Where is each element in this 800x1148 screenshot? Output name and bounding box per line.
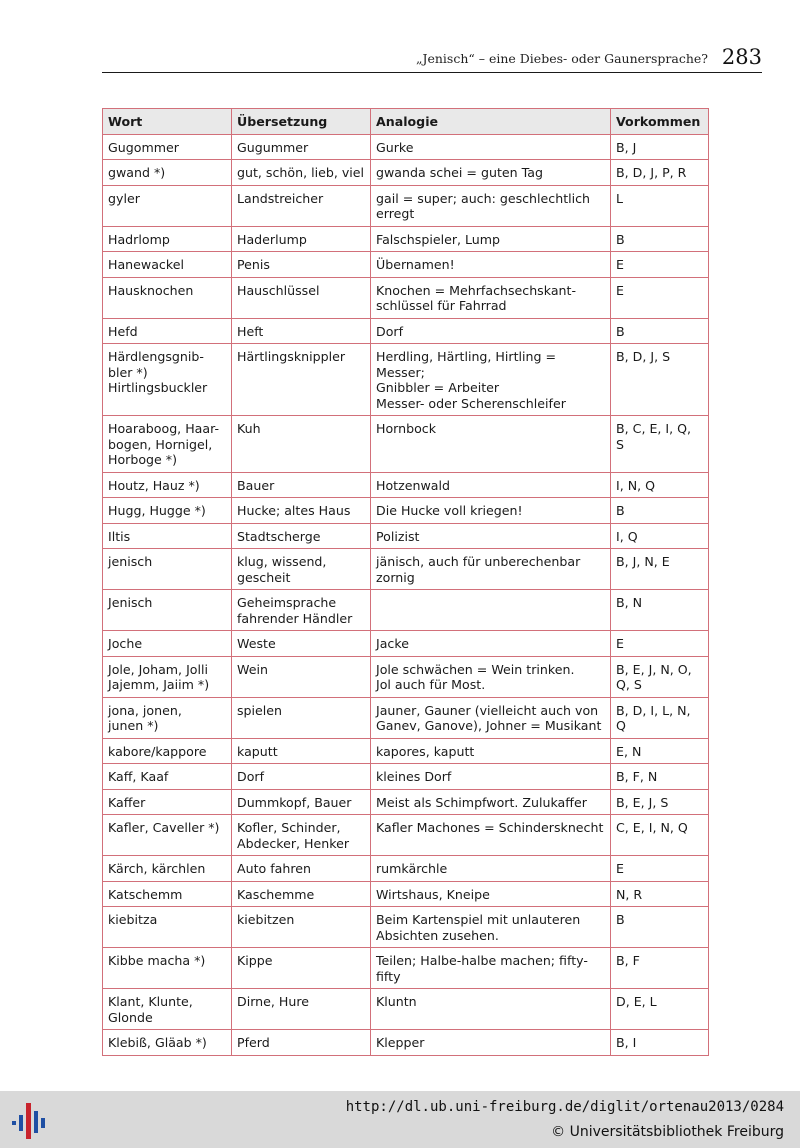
cell-vorkommen <box>611 416 709 473</box>
cell-text: Landstreicher <box>237 190 324 206</box>
cell-wort <box>103 1030 232 1056</box>
table-row <box>103 472 709 498</box>
cell-text: Hauschlüssel <box>237 282 320 298</box>
cell-vorkommen <box>611 252 709 278</box>
cell-text: B, I <box>616 1035 637 1050</box>
cell-text: E <box>616 282 624 298</box>
cell-wort <box>103 697 232 738</box>
cell-text: Übernamen! <box>376 257 455 272</box>
cell-analogie <box>371 252 611 278</box>
cell-text: Haderlump <box>237 231 307 247</box>
cell-text: gyler <box>108 190 140 206</box>
cell-uebersetzung <box>232 252 371 278</box>
cell-text: gut, schön, lieb, viel <box>237 165 365 180</box>
cell-text: Gugommer <box>108 139 179 155</box>
cell-text: L <box>616 190 624 206</box>
cell-wort <box>103 815 232 856</box>
cell-text: Härdlengsgnib- bler *) Hirtlingsbuckler <box>108 349 208 395</box>
cell-analogie <box>371 656 611 697</box>
cell-analogie <box>371 590 611 631</box>
cell-text: Kluntn <box>376 994 417 1009</box>
table-row <box>103 856 709 882</box>
cell-analogie <box>371 907 611 948</box>
cell-vorkommen <box>611 185 709 226</box>
cell-uebersetzung <box>232 989 371 1030</box>
cell-wort <box>103 738 232 764</box>
cell-vorkommen <box>611 789 709 815</box>
cell-wort <box>103 789 232 815</box>
cell-vorkommen <box>611 989 709 1030</box>
cell-text: spielen <box>237 702 283 718</box>
cell-wort <box>103 881 232 907</box>
column-header-wort: Wort <box>103 109 232 135</box>
cell-wort <box>103 277 232 318</box>
cell-vorkommen <box>611 738 709 764</box>
cell-text: Kaff, Kaaf <box>108 769 169 784</box>
table-row <box>103 948 709 989</box>
cell-uebersetzung <box>232 226 371 252</box>
cell-wort <box>103 590 232 631</box>
cell-uebersetzung <box>232 948 371 989</box>
cell-uebersetzung <box>232 185 371 226</box>
cell-text: Katschemm <box>108 886 183 902</box>
cell-vorkommen <box>611 160 709 186</box>
cell-vorkommen <box>611 1030 709 1056</box>
cell-text: Hucke; altes Haus <box>237 503 351 518</box>
cell-analogie <box>371 344 611 416</box>
cell-wort <box>103 318 232 344</box>
cell-text: Heft <box>237 323 264 339</box>
cell-text: gwanda schei = guten Tag <box>376 165 543 180</box>
cell-wort <box>103 472 232 498</box>
cell-vorkommen <box>611 948 709 989</box>
cell-text: Weste <box>237 636 276 651</box>
cell-text: B <box>616 912 625 927</box>
cell-analogie <box>371 523 611 549</box>
cell-text: Penis <box>237 257 270 272</box>
table-row <box>103 134 709 160</box>
cell-text: Hanewackel <box>108 257 184 272</box>
cell-vorkommen <box>611 344 709 416</box>
cell-uebersetzung <box>232 134 371 160</box>
cell-wort <box>103 498 232 524</box>
cell-text: B <box>616 503 625 518</box>
cell-analogie <box>371 226 611 252</box>
cell-text: Kafler, Caveller *) <box>108 820 220 835</box>
cell-vorkommen <box>611 631 709 657</box>
cell-text: D, E, L <box>616 994 657 1009</box>
table-row <box>103 523 709 549</box>
cell-text: E, N <box>616 743 642 759</box>
footer-copyright: © Universitätsbibliothek Freiburg <box>551 1124 784 1140</box>
cell-text: Hoaraboog, Haar- bogen, Hornigel, Horboge *) <box>108 421 220 467</box>
cell-text: Hadrlomp <box>108 231 170 247</box>
cell-text: B <box>616 231 625 247</box>
table-row <box>103 656 709 697</box>
cell-uebersetzung <box>232 1030 371 1056</box>
cell-text: klug, wissend, gescheit <box>237 554 327 585</box>
cell-wort <box>103 989 232 1030</box>
footer-band <box>0 1091 800 1148</box>
cell-text: B, J <box>616 139 637 155</box>
cell-text: Jole, Joham, Jolli Jajemm, Jaiim *) <box>108 661 210 692</box>
cell-analogie <box>371 738 611 764</box>
table-row <box>103 631 709 657</box>
cell-text: Hornbock <box>376 421 437 436</box>
cell-analogie <box>371 989 611 1030</box>
cell-wort <box>103 226 232 252</box>
cell-wort <box>103 656 232 697</box>
cell-text: Kaschemme <box>237 886 315 902</box>
column-header-analogie: Analogie <box>371 109 611 135</box>
cell-text: Iltis <box>108 528 131 544</box>
table-row <box>103 789 709 815</box>
cell-uebersetzung <box>232 590 371 631</box>
cell-text: Dorf <box>376 323 404 339</box>
cell-text: Hotzenwald <box>376 477 450 493</box>
cell-wort <box>103 948 232 989</box>
cell-text: B, F <box>616 953 640 968</box>
cell-wort <box>103 523 232 549</box>
cell-uebersetzung <box>232 631 371 657</box>
table-row <box>103 815 709 856</box>
cell-text: kabore/kappore <box>108 743 207 759</box>
cell-uebersetzung <box>232 416 371 473</box>
footer-url[interactable]: http://dl.ub.uni-freiburg.de/diglit/ortenau2013/0284 <box>345 1099 784 1115</box>
cell-analogie <box>371 815 611 856</box>
cell-text: Stadtscherge <box>237 528 321 544</box>
table-row <box>103 160 709 186</box>
cell-uebersetzung <box>232 277 371 318</box>
cell-text: Jenisch <box>108 595 153 610</box>
cell-uebersetzung <box>232 856 371 882</box>
cell-text: Teilen; Halbe-halbe machen; fifty-fifty <box>376 953 588 984</box>
cell-wort <box>103 907 232 948</box>
cell-text: gail = super; auch: geschlechtlich erregt <box>376 190 591 221</box>
cell-vorkommen <box>611 590 709 631</box>
cell-analogie <box>371 498 611 524</box>
cell-analogie <box>371 416 611 473</box>
table-row <box>103 226 709 252</box>
cell-vorkommen <box>611 277 709 318</box>
cell-uebersetzung <box>232 498 371 524</box>
cell-uebersetzung <box>232 907 371 948</box>
glossary-table <box>102 108 709 1056</box>
table-row <box>103 881 709 907</box>
cell-wort <box>103 344 232 416</box>
cell-vorkommen <box>611 226 709 252</box>
table-row <box>103 1030 709 1056</box>
cell-analogie <box>371 789 611 815</box>
page-number: 283 <box>721 45 762 69</box>
cell-uebersetzung <box>232 764 371 790</box>
cell-text: kaputt <box>237 743 278 759</box>
cell-uebersetzung <box>232 738 371 764</box>
cell-text: rumkärchle <box>376 861 448 876</box>
cell-analogie <box>371 881 611 907</box>
table-row <box>103 738 709 764</box>
cell-vorkommen <box>611 318 709 344</box>
cell-analogie <box>371 277 611 318</box>
cell-text: Houtz, Hauz *) <box>108 477 200 493</box>
cell-text: jona, jonen, junen *) <box>108 702 182 733</box>
cell-text: Wirtshaus, Kneipe <box>376 886 490 902</box>
cell-text: Dorf <box>237 769 265 784</box>
running-header <box>102 45 762 73</box>
cell-text: gwand *) <box>108 165 166 180</box>
table-row <box>103 498 709 524</box>
table-row <box>103 252 709 278</box>
cell-text: Herdling, Härtling, Hirtling = Messer; Gnibbler = Arbeiter Messer- oder Scherenschleifer <box>376 349 566 411</box>
cell-text: Kippe <box>237 953 273 968</box>
cell-wort <box>103 549 232 590</box>
cell-text: B, F, N <box>616 769 658 784</box>
cell-wort <box>103 252 232 278</box>
cell-wort <box>103 856 232 882</box>
table-row <box>103 549 709 590</box>
cell-text: B, D, J, S <box>616 349 671 364</box>
cell-text: I, N, Q <box>616 477 656 493</box>
table-header-row <box>103 109 709 135</box>
cell-text: B, E, J, S <box>616 794 669 810</box>
cell-text: B, D, J, P, R <box>616 165 687 180</box>
cell-text: Geheimsprache fahrender Händler <box>237 595 353 626</box>
table-row <box>103 277 709 318</box>
cell-text: E <box>616 861 624 876</box>
cell-analogie <box>371 948 611 989</box>
cell-text: B, D, I, L, N, Q <box>616 702 691 733</box>
cell-text: jänisch, auch für unberechenbar zornig <box>376 554 581 585</box>
cell-text: B, N <box>616 595 643 610</box>
cell-text: Kärch, kärchlen <box>108 861 206 876</box>
cell-text: I, Q <box>616 528 638 544</box>
cell-text: kiebitzen <box>237 912 295 927</box>
cell-text: B, E, J, N, O, Q, S <box>616 661 692 692</box>
cell-analogie <box>371 318 611 344</box>
cell-analogie <box>371 1030 611 1056</box>
cell-wort <box>103 185 232 226</box>
cell-text: Kibbe macha *) <box>108 953 206 968</box>
cell-text: Bauer <box>237 477 275 493</box>
cell-text: E <box>616 257 624 272</box>
cell-text: Die Hucke voll kriegen! <box>376 503 523 518</box>
column-header-uebersetzung: Übersetzung <box>232 109 371 135</box>
cell-analogie <box>371 764 611 790</box>
cell-text: Pferd <box>237 1035 270 1050</box>
cell-wort <box>103 631 232 657</box>
cell-text: Klant, Klunte, Glonde <box>108 994 193 1025</box>
cell-text: Auto fahren <box>237 861 312 876</box>
cell-text: Hugg, Hugge *) <box>108 503 206 518</box>
cell-text: Klebiß, Gläab *) <box>108 1035 207 1050</box>
table-row <box>103 764 709 790</box>
cell-uebersetzung <box>232 549 371 590</box>
cell-text: E <box>616 636 624 651</box>
cell-vorkommen <box>611 134 709 160</box>
table-row <box>103 697 709 738</box>
cell-uebersetzung <box>232 472 371 498</box>
table-row <box>103 185 709 226</box>
cell-text: Kaffer <box>108 794 146 810</box>
cell-text: B, J, N, E <box>616 554 670 569</box>
table-row <box>103 344 709 416</box>
cell-text: Knochen = Mehrfachsechskant- schlüssel für Fahrrad <box>376 282 576 313</box>
cell-analogie <box>371 134 611 160</box>
cell-uebersetzung <box>232 318 371 344</box>
ub-freiburg-logo-icon <box>10 1101 52 1141</box>
cell-wort <box>103 416 232 473</box>
cell-text: kiebitza <box>108 912 158 927</box>
cell-analogie <box>371 697 611 738</box>
cell-uebersetzung <box>232 656 371 697</box>
cell-vorkommen <box>611 764 709 790</box>
cell-text: Joche <box>108 636 143 651</box>
table-row <box>103 989 709 1030</box>
cell-text: N, R <box>616 886 643 902</box>
cell-text: B, C, E, I, Q, S <box>616 421 692 452</box>
cell-text: B <box>616 323 625 339</box>
cell-text: kapores, kaputt <box>376 743 475 759</box>
column-header-vorkommen: Vorkommen <box>611 109 709 135</box>
cell-wort <box>103 134 232 160</box>
cell-text: Härtlingsknippler <box>237 349 346 364</box>
cell-wort <box>103 764 232 790</box>
cell-text: Beim Kartenspiel mit unlauteren Absichten zusehen. <box>376 912 581 943</box>
cell-text: Jauner, Gauner (vielleicht auch von Ganev, Ganove), Johner = Musikant <box>376 702 602 733</box>
cell-uebersetzung <box>232 815 371 856</box>
cell-text: Polizist <box>376 528 420 544</box>
cell-text: Gugummer <box>237 139 309 155</box>
cell-text: Kuh <box>237 421 261 436</box>
cell-uebersetzung <box>232 789 371 815</box>
cell-uebersetzung <box>232 344 371 416</box>
cell-vorkommen <box>611 697 709 738</box>
cell-vorkommen <box>611 856 709 882</box>
cell-text: Hausknochen <box>108 282 194 298</box>
table-row <box>103 907 709 948</box>
cell-vorkommen <box>611 815 709 856</box>
table-body <box>103 134 709 1055</box>
table-row <box>103 318 709 344</box>
cell-analogie <box>371 472 611 498</box>
cell-text: Jacke <box>376 636 409 651</box>
cell-text: Hefd <box>108 323 138 339</box>
table-row <box>103 416 709 473</box>
cell-text: Jole schwächen = Wein trinken. Jol auch für Most. <box>376 661 575 692</box>
cell-text: Kofler, Schinder, Abdecker, Henker <box>237 820 350 851</box>
cell-uebersetzung <box>232 881 371 907</box>
cell-text: Gurke <box>376 139 414 155</box>
cell-text: Dummkopf, Bauer <box>237 794 352 810</box>
cell-analogie <box>371 856 611 882</box>
cell-text: jenisch <box>108 554 153 569</box>
cell-text: Falschspieler, Lump <box>376 231 501 247</box>
cell-vorkommen <box>611 549 709 590</box>
cell-uebersetzung <box>232 697 371 738</box>
cell-text: kleines Dorf <box>376 769 452 784</box>
cell-vorkommen <box>611 907 709 948</box>
table-row <box>103 590 709 631</box>
cell-text: Kafler Machones = Schindersknecht <box>376 820 604 835</box>
cell-wort <box>103 160 232 186</box>
cell-analogie <box>371 549 611 590</box>
cell-vorkommen <box>611 472 709 498</box>
running-title: „Jenisch“ – eine Diebes- oder Gaunersprache? <box>415 51 708 66</box>
cell-text: Dirne, Hure <box>237 994 309 1009</box>
cell-uebersetzung <box>232 523 371 549</box>
cell-vorkommen <box>611 498 709 524</box>
cell-text: Wein <box>237 661 268 677</box>
cell-text: Meist als Schimpfwort. Zulukaffer <box>376 794 587 810</box>
cell-analogie <box>371 631 611 657</box>
cell-uebersetzung <box>232 160 371 186</box>
cell-vorkommen <box>611 656 709 697</box>
cell-analogie <box>371 185 611 226</box>
cell-vorkommen <box>611 523 709 549</box>
cell-analogie <box>371 160 611 186</box>
cell-text: Klepper <box>376 1035 425 1050</box>
cell-vorkommen <box>611 881 709 907</box>
cell-text: C, E, I, N, Q <box>616 820 688 835</box>
